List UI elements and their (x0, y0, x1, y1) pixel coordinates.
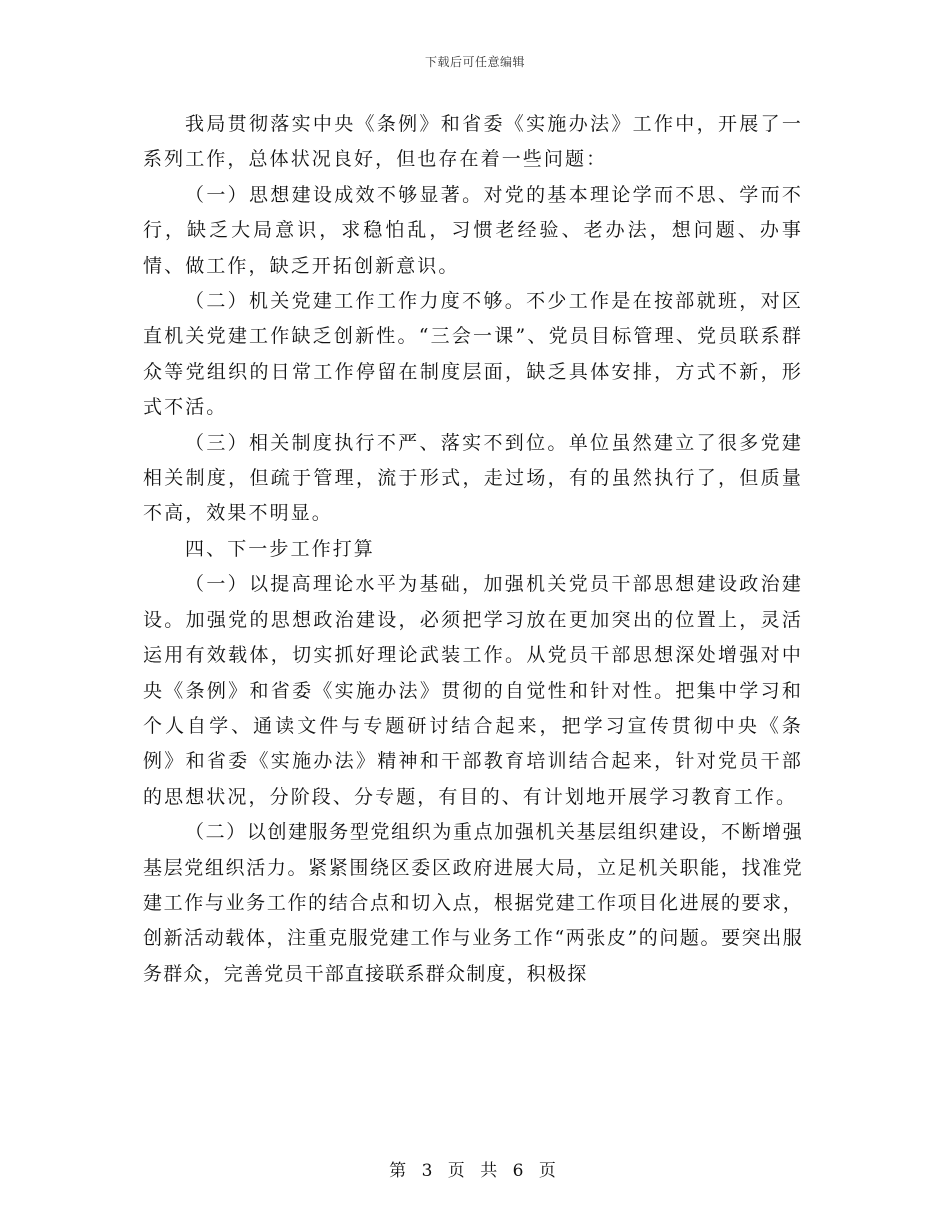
paragraph-intro: 我局贯彻落实中央《条例》和省委《实施办法》工作中，开展了一系列工作，总体状况良好，但也存在着一些问题： (143, 113, 803, 171)
page-number: 第 3 页 共 6 页 (389, 1161, 561, 1181)
section-heading-next-steps: 四、下一步工作打算 (185, 537, 375, 560)
paragraph-plan-2: （二）以创建服务型党组织为重点加强机关基层组织建设，不断增强基层党组织活力。紧紧围绕区委区政府进展大局，立足机关职能，找准党建工作与业务工作的结合点和切入点，根据党建工作项目化进展的要求，创新活动载体，注重克服党建工作与业务工作“两张皮”的问题。要突出服务群众，完善党员干部直接联系群众制度，积极探 (143, 821, 803, 985)
document-body (143, 107, 803, 992)
paragraph-issue-3: （三）相关制度执行不严、落实不到位。单位虽然建立了很多党建相关制度，但疏于管理，流于形式，走过场，有的虽然执行了，但质量不高，效果不明显。 (143, 431, 803, 525)
paragraph-issue-1: （一）思想建设成效不够显著。对党的基本理论学而不思、学而不行，缺乏大局意识，求稳怕乱，习惯老经验、老办法，想问题、办事情、做工作，缺乏开拓创新意识。 (143, 183, 803, 277)
page-header: 下载后可任意编辑 (424, 55, 525, 69)
paragraph-issue-2: （二）机关党建工作工作力度不够。不少工作是在按部就班，对区直机关党建工作缺乏创新性。“三会一课”、党员目标管理、党员联系群众等党组织的日常工作停留在制度层面，缺乏具体安排，方式不新，形式不活。 (143, 290, 803, 419)
paragraph-plan-1: （一）以提高理论水平为基础，加强机关党员干部思想建设政治建设。加强党的思想政治建设，必须把学习放在更加突出的位置上，灵活运用有效载体，切实抓好理论武装工作。从党员干部思想深处增强对中央《条例》和省委《实施办法》贯彻的自觉性和针对性。把集中学习和个人自学、通读文件与专题研讨结合起来，把学习宣传贯彻中央《条例》和省委《实施办法》精神和干部教育培训结合起来，针对党员干部的思想状况，分阶段、分专题，有目的、有计划地开展学习教育工作。 (143, 573, 803, 808)
